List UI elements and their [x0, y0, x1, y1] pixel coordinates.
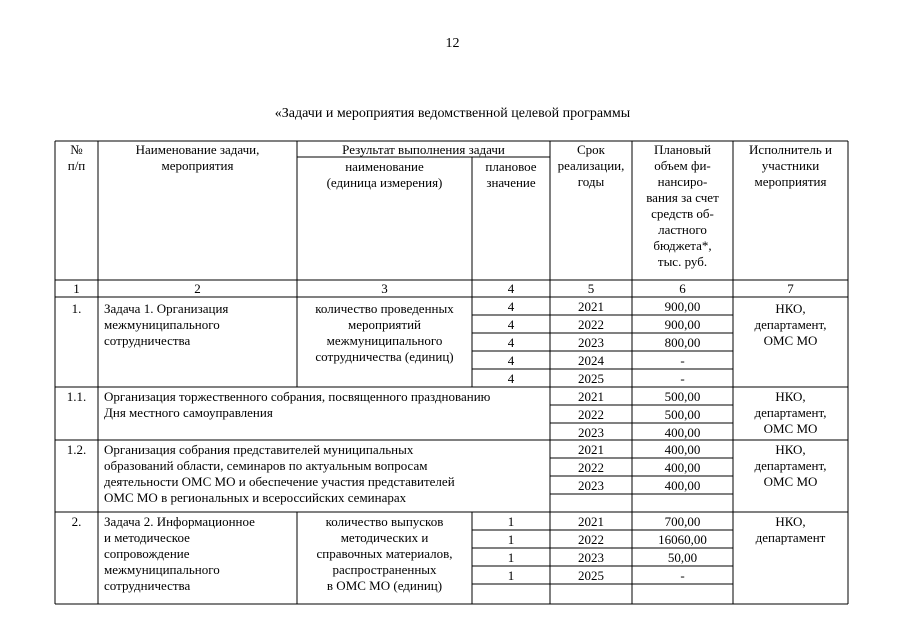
planned-value: 1: [507, 568, 515, 583]
executor: НКО,: [775, 514, 806, 529]
funding-amount: 500,00: [664, 407, 701, 422]
header-col-name: мероприятия: [161, 158, 234, 173]
executor: департамент,: [754, 458, 827, 473]
result-indicator: количество проведенных: [315, 301, 454, 316]
activity-name: ОМС МО в региональных и всероссийских семинарах: [104, 490, 407, 505]
task-name: Задача 2. Информационное: [104, 514, 255, 529]
year: 2021: [578, 442, 604, 457]
column-number: 3: [381, 281, 388, 296]
year: 2022: [578, 407, 604, 422]
year: 2025: [578, 568, 604, 583]
row-number: 1.: [71, 301, 82, 316]
header-col-funding: объем фи-: [654, 158, 711, 173]
result-indicator: количество выпусков: [325, 514, 444, 529]
task-name: межмуниципального: [104, 562, 220, 577]
activity-name: Организация торжественного собрания, посвященного празднованию: [104, 389, 491, 404]
column-number: 1: [73, 281, 80, 296]
task-name: сопровождение: [104, 546, 190, 561]
year: 2021: [578, 389, 604, 404]
result-indicator: методических и: [340, 530, 429, 545]
planned-value: 4: [507, 335, 515, 350]
funding-amount: 16060,00: [658, 532, 707, 547]
header-col-executor: мероприятия: [754, 174, 827, 189]
header-col-number: п/п: [67, 158, 86, 173]
header-col-name: Наименование задачи,: [135, 142, 260, 157]
planned-value: 1: [507, 532, 515, 547]
task-name: и методическое: [104, 530, 190, 545]
header-col-funding: нансиро-: [657, 174, 708, 189]
result-indicator: в ОМС МО (единиц): [326, 578, 443, 593]
funding-amount: 400,00: [664, 442, 701, 457]
header-col-planned-value: плановое: [485, 159, 537, 174]
executor: департамент: [755, 530, 826, 545]
header-col-term: годы: [577, 174, 605, 189]
year: 2021: [578, 299, 604, 314]
activity-name: деятельности ОМС МО и обеспечение участия представителей: [104, 474, 455, 489]
header-col-indicator: (единица измерения): [326, 175, 443, 190]
funding-amount: 400,00: [664, 460, 701, 475]
header-col-planned-value: значение: [486, 175, 536, 190]
header-col-executor: Исполнитель и: [749, 142, 832, 157]
funding-amount: 700,00: [664, 514, 701, 529]
year: 2021: [578, 514, 604, 529]
column-number: 5: [587, 281, 595, 296]
year: 2024: [578, 353, 604, 368]
page-number: 12: [445, 36, 460, 51]
funding-amount: 400,00: [664, 425, 701, 440]
executor: департамент,: [754, 405, 827, 420]
executor: ОМС МО: [763, 421, 818, 436]
executor: НКО,: [775, 389, 806, 404]
executor: ОМС МО: [763, 474, 818, 489]
planned-value: 4: [507, 353, 515, 368]
funding-amount: -: [680, 371, 685, 386]
column-number: 7: [787, 281, 794, 296]
column-number: 4: [507, 281, 515, 296]
funding-amount: -: [680, 353, 685, 368]
result-indicator: сотрудничества (единиц): [315, 349, 454, 364]
executor: ОМС МО: [763, 333, 818, 348]
activity-name: Организация собрания представителей муниципальных: [104, 442, 414, 457]
header-col-funding: вания за счет: [646, 190, 719, 205]
result-indicator: распространенных: [332, 562, 437, 577]
row-number: 2.: [71, 514, 82, 529]
planned-value: 1: [507, 550, 515, 565]
header-col-funding: средств об-: [651, 206, 714, 221]
header-col-number: №: [70, 142, 83, 157]
funding-amount: 900,00: [664, 317, 701, 332]
year: 2022: [578, 317, 604, 332]
table-text: [67, 142, 832, 593]
activity-name: Дня местного самоуправления: [104, 405, 273, 420]
document-title: «Задачи и мероприятия ведомственной целевой программы: [274, 106, 631, 121]
funding-amount: -: [680, 568, 685, 583]
task-name: межмуниципального: [104, 317, 220, 332]
header-col-funding: ластного: [658, 222, 707, 237]
planned-value: 4: [507, 317, 515, 332]
year: 2023: [578, 425, 604, 440]
planned-value: 1: [507, 514, 515, 529]
task-name: Задача 1. Организация: [104, 301, 229, 316]
executor: НКО,: [775, 442, 806, 457]
result-indicator: межмуниципального: [326, 333, 443, 348]
funding-amount: 500,00: [664, 389, 701, 404]
year: 2023: [578, 478, 604, 493]
header-col-term: Срок: [577, 142, 605, 157]
header-col-funding: тыс. руб.: [657, 254, 708, 269]
task-name: сотрудничества: [104, 333, 191, 348]
year: 2022: [578, 460, 604, 475]
funding-amount: 800,00: [664, 335, 701, 350]
activity-name: образований области, семинаров по актуальным вопросам: [104, 458, 428, 473]
result-indicator: справочных материалов,: [316, 546, 453, 561]
column-number: 2: [194, 281, 201, 296]
column-number: 6: [679, 281, 686, 296]
year: 2023: [578, 335, 604, 350]
header-col-result: Результат выполнения задачи: [342, 142, 505, 157]
funding-amount: 400,00: [664, 478, 701, 493]
row-number: 1.1.: [66, 389, 87, 404]
funding-amount: 900,00: [664, 299, 701, 314]
header-col-term: реализации,: [557, 158, 625, 173]
row-number: 1.2.: [66, 442, 87, 457]
header-col-funding: Плановый: [654, 142, 711, 157]
executor: НКО,: [775, 301, 806, 316]
task-name: сотрудничества: [104, 578, 191, 593]
planned-value: 4: [507, 371, 515, 386]
header-col-indicator: наименование: [345, 159, 424, 174]
result-indicator: мероприятий: [348, 317, 421, 332]
year: 2023: [578, 550, 604, 565]
funding-amount: 50,00: [667, 550, 698, 565]
planned-value: 4: [507, 299, 515, 314]
header-col-funding: бюджета*,: [653, 238, 712, 253]
header-col-executor: участники: [761, 158, 820, 173]
year: 2025: [578, 371, 604, 386]
year: 2022: [578, 532, 604, 547]
executor: департамент,: [754, 317, 827, 332]
